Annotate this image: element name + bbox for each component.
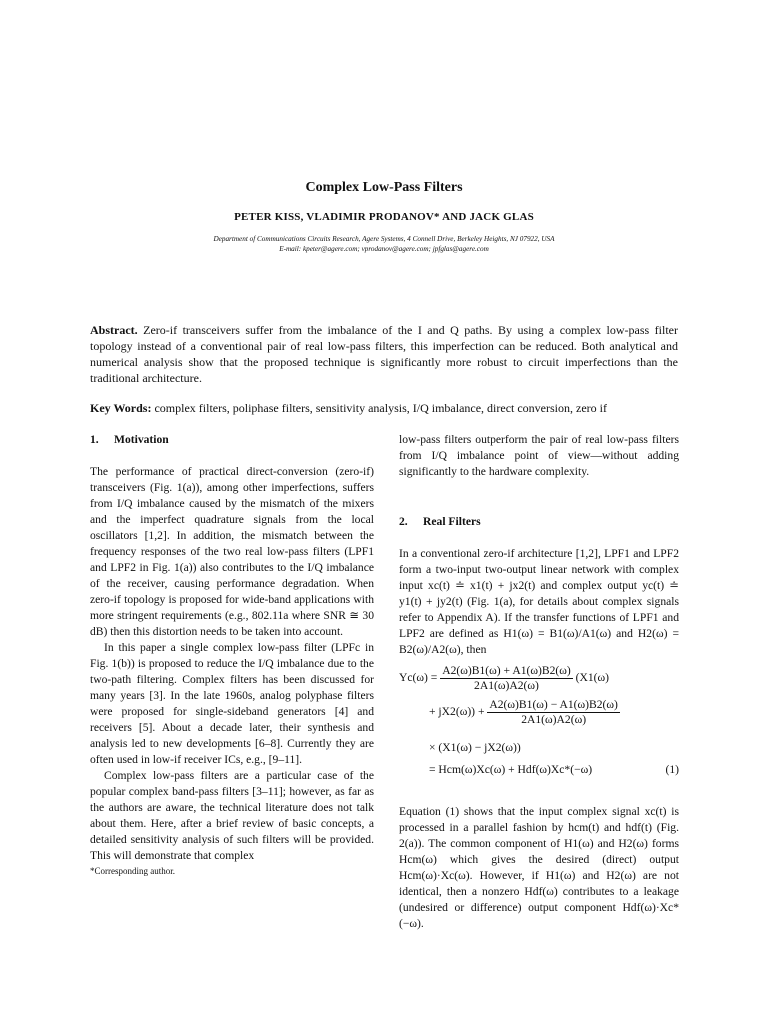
abstract-text: Zero-if transceivers suffer from the imbalance of the I and Q paths. By using a complex low-pass filter topology instead of a conventional pair of real low-pass filters, this imperfection can be reduced. Both analytical and numerical analysis show that the proposed technique is significantly more robust to circuit imperfections than the traditional architecture. [90, 323, 678, 385]
keywords-label: Key Words: [90, 401, 152, 415]
equation-1 [399, 658, 679, 804]
equation-fraction: $\frac{A2(\omega)B1(\omega) - A1(\omega)B2(\omega)}{2A1(\omega)A2(\omega)}$ [489, 698, 618, 726]
section-title: Real Filters [423, 515, 481, 528]
author-list: PETER KISS, VLADIMIR PRODANOV* AND JACK GLAS [234, 211, 534, 223]
right-column [399, 432, 679, 932]
affiliation-email: E-mail: kpeter@agere.com; vprodanov@agere.com; jpfglas@agere.com [279, 245, 489, 253]
equation-term: (X1(ω) [575, 671, 610, 685]
equation-lhs: Yc(ω) = [399, 671, 438, 685]
paragraph: In this paper a single complex low-pass filter (LPFc in Fig. 1(b)) is proposed to reduce the I/Q imbalance due to the two-path filtering. Complex filters has been discussed for many years [3]. In the late 1960s, analog polyphase filters were proposed for single-sideband generators [4] and receivers [5]. About a decade later, their synthesis and analysis led to new developments [6–8]. Currently they are often used in low-if receiver ICs, e.g., [9–11]. [90, 641, 374, 766]
equation-term: + jX2(ω)) + [429, 705, 485, 719]
paper-title: Complex Low-Pass Filters [305, 180, 463, 195]
left-column [90, 432, 374, 864]
section-heading-motivation [90, 432, 374, 448]
paragraph: Complex low-pass filters are a particular case of the popular complex band-pass filters [3–11]; however, as far as the authors are aware, the technical literature does not talk about them. Here, after a brief review of basic concepts, a detailed sensitivity analysis of such filters will be provided. This will demonstrate that complex [90, 769, 374, 862]
abstract-label: Abstract. [90, 323, 138, 337]
paragraph: Equation (1) shows that the input complex signal xc(t) is processed in a parallel fashion by hcm(t) and hdf(t) (Fig. 2(a)). The common component of H1(ω) and H2(ω) forms Hcm(ω) which gives the desired (direct) output Hcm(ω)·Xc(ω). However, if H1(ω) and H2(ω) are not identical, then a nonzero Hdf(ω) contributes to a leakage (undesired or difference) output component Hdf(ω)·Xc*(−ω). [399, 805, 679, 930]
paragraph: The performance of practical direct-conversion (zero-if) transceivers (Fig. 1(a)), among other imperfections, suffers from I/Q imbalance caused by the mismatch of the mixers and the imperfect quadrature signals from the local oscillators [1,2]. In addition, the mismatch between the frequency responses of the two real low-pass filters (LPF1 and LPF2 in Fig. 1(a)) also contributes to the I/Q imbalance of the receiver, causing performance degradation. When zero-if topology is proposed for wide-band applications with more stringent requirements (e.g., 802.11a where SNR ≅ 30 dB) then this distortion needs to be taken into account. [90, 465, 374, 638]
affiliation-address: Department of Communications Circuits Research, Agere Systems, 4 Connell Drive, Berkeley Heights, NJ 07922, USA [213, 235, 555, 243]
section-title: Motivation [114, 433, 169, 446]
paragraph: In a conventional zero-if architecture [1,2], LPF1 and LPF2 form a two-input two-output linear network with complex input xc(t) ≐ x1(t) + jx2(t) and complex output yc(t) ≐ y1(t) + jy2(t) (Fig. 1(a), for details about complex signals refer to Appendix A). If the transfer functions of LPF1 and LPF2 are defined as H1(ω) = B1(ω)/A1(ω) and H2(ω) = B2(ω)/A2(ω), then [399, 547, 679, 656]
paragraph: low-pass filters outperform the pair of real low-pass filters from I/Q imbalance point of view—without adding significantly to the hardware complexity. [399, 433, 679, 478]
keywords-text: complex filters, poliphase filters, sensitivity analysis, I/Q imbalance, direct conversion, zero if [154, 401, 607, 415]
keywords [90, 400, 678, 416]
footnote: *Corresponding author. [90, 866, 175, 876]
equation-number: (1) [665, 763, 679, 776]
equation-term: × (X1(ω) − jX2(ω)) [429, 741, 521, 754]
section-number: 1. [90, 433, 99, 446]
section-number: 2. [399, 515, 408, 528]
equation-fraction: $\frac{A2(\omega)B1(\omega) + A1(\omega)B2(\omega)}{2A1(\omega)A2(\omega)}$ [442, 664, 571, 692]
section-heading-real-filters [399, 514, 679, 530]
affiliation [0, 234, 768, 254]
abstract [90, 322, 678, 386]
equation-result: = Hcm(ω)Xc(ω) + Hdf(ω)Xc*(−ω) [429, 763, 593, 776]
